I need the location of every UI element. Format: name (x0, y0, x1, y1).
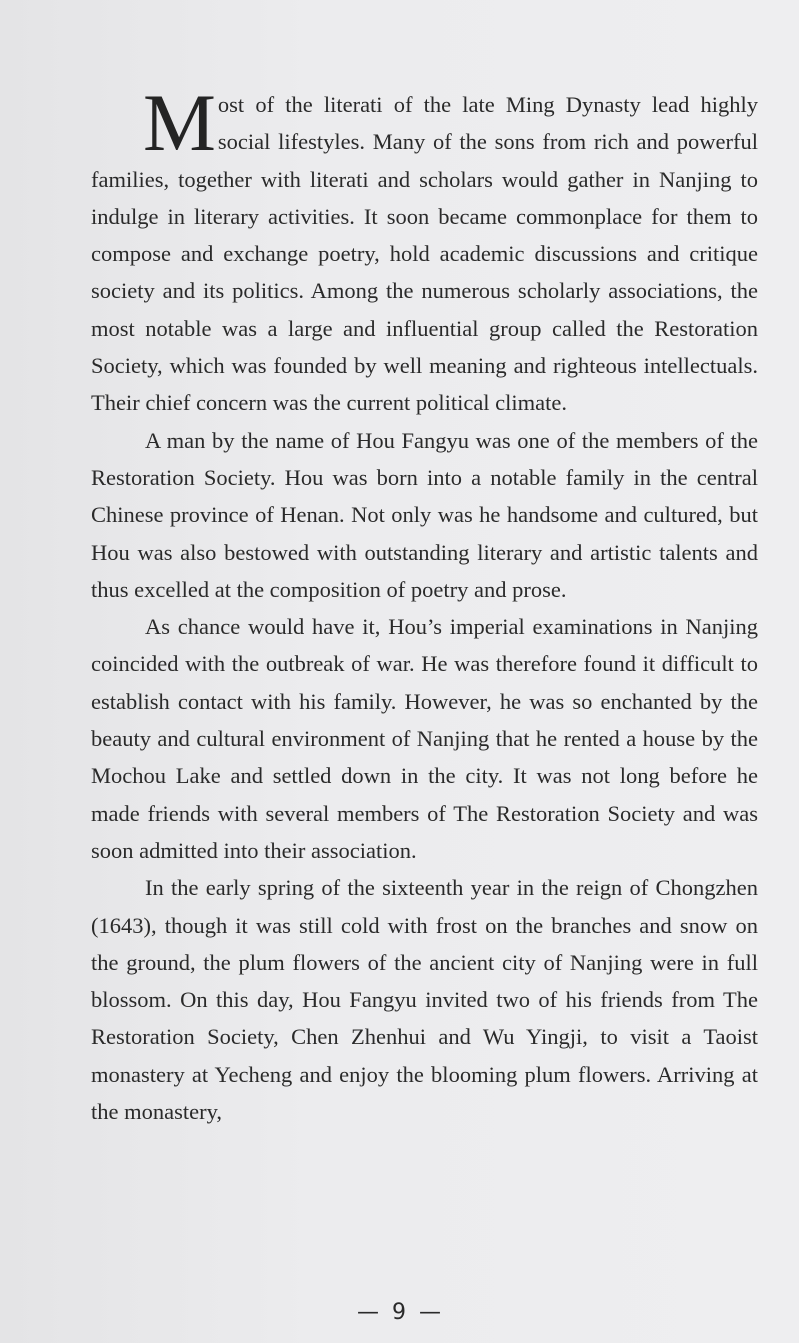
page-footer (0, 1300, 799, 1325)
paragraph-3: As chance would have it, Hou’s imperial examinations in Nanjing coincided with the outbreak of war. He was therefore found it difficult to establish contact with his family. However, he was so enchanted by the beauty and cultural environment of Nanjing that he rented a house by the Mochou Lake and settled down in the city. It was not long before he made friends with several members of The Restoration Society and was soon admitted into their association. (91, 614, 758, 863)
footer-dash-left: — (357, 1300, 380, 1325)
paragraph-1 (91, 77, 758, 422)
paragraph-1-text: ost of the literati of the late Ming Dynasty lead highly social lifestyles. Many of the sons from rich and powerful families, together with literati and scholars would gather in Nanjing to indulge in literary activities. It soon became commonplace for them to compose and exchange poetry, hold academic discussions and critique society and its politics. Among the numerous scholarly associations, the most notable was a large and influential group called the Restoration Society, which was founded by well meaning and righteous intellectuals. Their chief concern was the current political climate. (91, 92, 758, 416)
paragraph-2: A man by the name of Hou Fangyu was one of the members of the Restoration Society. Hou was born into a notable family in the central Chinese province of Henan. Not only was he handsome and cultured, but Hou was also bestowed with outstanding literary and artistic talents and thus excelled at the composition of poetry and prose. (91, 427, 758, 602)
page-number: 9 (392, 1300, 407, 1325)
body-text (91, 77, 758, 1130)
drop-cap-letter: M (143, 77, 216, 168)
footer-dash-right: — (419, 1300, 442, 1325)
paragraph-4: In the early spring of the sixteenth year in the reign of Chongzhen (1643), though it was still cold with frost on the branches and snow on the ground, the plum flowers of the ancient city of Nanjing were in full blossom. On this day, Hou Fangyu invited two of his friends from The Restoration Society, Chen Zhenhui and Wu Yingji, to visit a Taoist monastery at Yecheng and enjoy the blooming plum flowers. Arriving at the monastery, (91, 875, 758, 1125)
